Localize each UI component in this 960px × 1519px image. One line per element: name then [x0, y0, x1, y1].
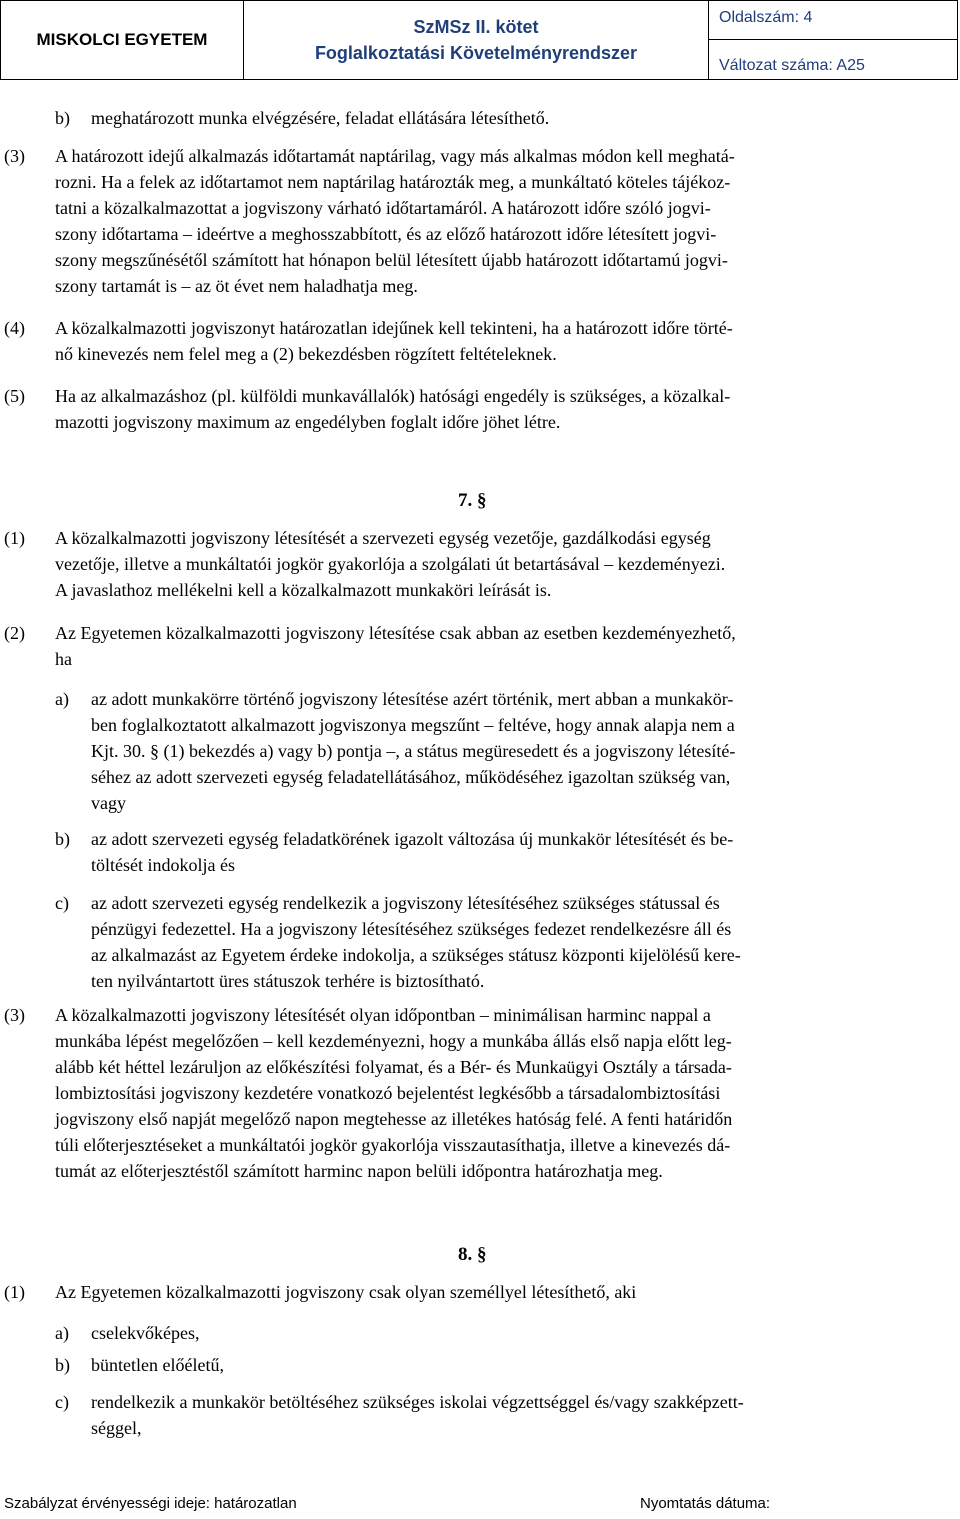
paragraph-number: (2): [4, 623, 25, 643]
volume-title: SzMSz II. kötet: [413, 17, 539, 37]
paragraph-number: (5): [4, 386, 25, 406]
print-date-footer: Nyomtatás dátuma:: [640, 1495, 771, 1512]
section-7-paragraph-2: Az Egyetemen közalkalmazotti jogviszony létesítése csak abban az esetben kezdeményezhető, ha: [55, 623, 736, 669]
item-label: b): [55, 829, 70, 849]
paragraph-number: (1): [4, 528, 25, 548]
item-label: b): [55, 108, 70, 128]
paragraph-number: (3): [4, 146, 25, 166]
version-number: Változat száma: A25: [719, 57, 865, 74]
item-text: meghatározott munka elvégzésére, feladat ellátására létesíthető.: [91, 108, 550, 128]
page-number: Oldalszám: 4: [719, 9, 813, 26]
item-label: a): [55, 689, 69, 709]
item-a-text: cselekvőképes,: [91, 1323, 200, 1343]
item-c-text: rendelkezik a munkakör betöltéséhez szükséges iskolai végzettséggel és/vagy szakképzett- séggel,: [91, 1392, 744, 1438]
paragraph-5-text: Ha az alkalmazáshoz (pl. külföldi munkavállalók) hatósági engedély is szükséges, a közalkal- mazotti jogviszony maximum az engedélyben foglalt időre jöhet létre.: [55, 386, 731, 432]
item-label: c): [55, 1392, 69, 1412]
section-7-paragraph-1: A közalkalmazotti jogviszony létesítését a szervezeti egység vezetője, gazdálkodási egység vezetője, illetve a munkáltatói jogkör gyakorlója a szolgálati út betartásával – kezdeményezi. A javaslathoz mellékelni kell a közalkalmazott munkaköri leírását is.: [55, 528, 726, 600]
document-title-block: [244, 1, 709, 79]
paragraph-number: (1): [4, 1282, 25, 1302]
paragraph-4-text: A közalkalmazotti jogviszonyt határozatlan idejűnek kell tekinteni, ha a határozott időre törté- nő kinevezés nem felel meg a (2) bekezdésben rögzített feltételeknek.: [55, 318, 733, 364]
org-name: MISKOLCI EGYETEM: [1, 1, 244, 79]
paragraph-number: (3): [4, 1005, 25, 1025]
item-c-text: az adott szervezeti egység rendelkezik a jogviszony létesítéséhez szükséges státussal és pénzügyi fedezettel. Ha a jogviszony létesítéséhez szükséges fedezet rendelkezésre áll és az alkalmazást az Egyetem érdeke indokolja, a szükséges státusz központi kijelölésű kere- ten nyilvántartott üres státuszok terhére is biztosítható.: [91, 893, 741, 991]
section-7-paragraph-3: A közalkalmazotti jogviszony létesítését olyan időpontban – minimálisan harminc nappal a munkába lépést megelőzően – kell kezdeményezni, hogy a munkába állás első napja előtt leg- alább két héttel lezáruljon az előkészítési folyamat, és a Bér- és Munkaügyi Osztály a társada- lombiztosítási jogviszony kezdetére vonatkozó bejelentést legkésőbb a társadalombiztosítási jogviszony első napját megelőző napon megtehesse az illetékes hatóság felé. A fenti határidőn túli előterjesztéseket a munkáltatói jogkör gyakorlója visszautasíthatja, illetve a kinevezés dá- tumát az előterjesztéstől számított harminc napon belüli időpontra határozhatja meg.: [55, 1005, 733, 1181]
item-label: b): [55, 1355, 70, 1375]
paragraph-number: (4): [4, 318, 25, 338]
section-heading-7: 7. §: [458, 490, 487, 511]
item-b-text: büntetlen előéletű,: [91, 1355, 224, 1375]
item-label: a): [55, 1323, 69, 1343]
validity-footer: Szabályzat érvényességi ideje: határozatlan: [4, 1495, 297, 1512]
regulation-title: Foglalkoztatási Követelményrendszer: [314, 43, 638, 63]
paragraph-3-text: A határozott idejű alkalmazás időtartamát naptárilag, vagy más alkalmas módon kell meghatá- rozni. Ha a felek az időtartamot nem naptárilag határozták meg, a munkáltató köteles tájékoz- tatni a közalkalmazottat a jogviszony várható időtartamáról. A határozott időre szóló jogvi- szony időtartama – ideértve a meghosszabbított, és az előző határozott időre létesített jogvi- szony megszűnésétől számított hat hónapon belül létesített újabb határozott időtartamú jogvi- szony tartamát is – az öt évet nem haladhatja meg.: [55, 146, 735, 296]
document-header: [0, 0, 958, 80]
item-b-text: az adott szervezeti egység feladatkörének igazolt változása új munkakör létesítését és be- töltését indokolja és: [91, 829, 734, 875]
section-heading-8: 8. §: [458, 1244, 487, 1265]
item-label: c): [55, 893, 69, 913]
section-8-paragraph-1: Az Egyetemen közalkalmazotti jogviszony csak olyan személlyel létesíthető, aki: [55, 1282, 637, 1302]
page-info-block: [709, 1, 957, 79]
item-a-text: az adott munkakörre történő jogviszony létesítése azért történik, mert abban a munkakör- ben foglalkoztatott alkalmazott jogviszonya megszűnt – feltéve, hogy annak alapja nem a Kjt. 30. § (1) bekezdés a) vagy b) pontja –, a státus megüresedett és a jogviszony létesíté- séhez az adott szervezeti egység feladatellátásához, működéséhez igazoltan szükség van, vagy: [91, 689, 736, 813]
